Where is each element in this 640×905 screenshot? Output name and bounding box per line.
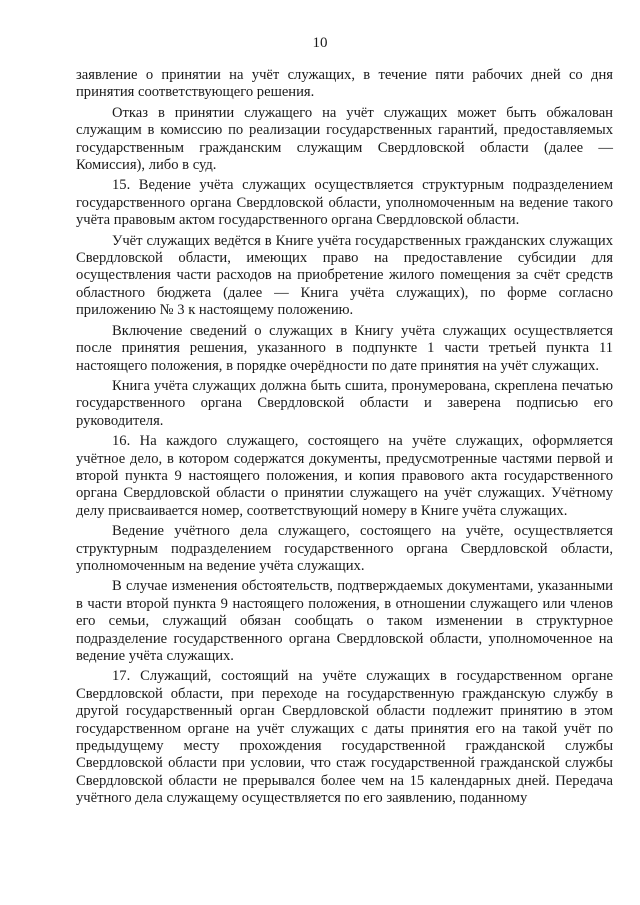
paragraph-17: 17. Служащий, состоящий на учёте служащих в государственном органе Свердловской области, при переходе на государственную гражданскую службу в другой государственный орган Свердловской области подлежит принятию в этом государственном органе на учёт служащих с даты принятия его на такой учёт по предыдущему месту прохождения государственной гражданской службы Свердловской области при условии, что стаж государственной гражданской службы Свердловской области не прерывался более чем на 15 календарных дней. Передача учётного дела служащему осуществляется по его заявлению, поданному [76,668,613,807]
paragraph-continuation: заявление о принятии на учёт служащих, в течение пяти рабочих дней со дня принятия соответствующего решения. [76,67,613,101]
paragraph-refusal-appeal: Отказ в принятии служащего на учёт служащих может быть обжалован служащим в комиссию по реализации государственных гарантий, предоставляемых государственным гражданским служащим Свердловской области (далее — Комиссия), либо в суд. [76,104,613,174]
page-number: 10 [312,35,328,51]
paragraph-inclusion: Включение сведений о служащих в Книгу учёта служащих осуществляется после принятия решения, указанного в подпункте 1 части третьей пункта 11 настоящего положения, в порядке очерёдности по дате принятия на учёт служащих. [76,322,613,374]
paragraph-case-file-maintenance: Ведение учётного дела служащего, состоящего на учёте, осуществляется структурным подразделением государственного органа Свердловской области, уполномоченным на ведение учёта служащих. [76,523,613,574]
paragraph-book-binding: Книга учёта служащих должна быть сшита, пронумерована, скреплена печатью государственного органа Свердловской области и заверена подписью его руководителя. [76,377,613,429]
paragraph-15: 15. Ведение учёта служащих осуществляется структурным подразделением государственного органа Свердловской области, уполномоченным на ведение такого учёта правовым актом государственного органа Свердловской области. [76,177,613,229]
paragraph-book-of-records: Учёт служащих ведётся в Книге учёта государственных гражданских служащих Свердловской области, имеющих право на предоставление субсидии для осуществления части расходов на приобретение жилого помещения за счёт средств областного бюджета (далее — Книга учёта служащих), по форме согласно приложению № 3 к настоящему положению. [76,232,613,319]
document-body [76,67,613,811]
paragraph-change-of-circumstances: В случае изменения обстоятельств, подтверждаемых документами, указанными в части второй пункта 9 настоящего положения, в отношении служащего или членов его семьи, служащий обязан сообщать о таком изменении в структурное подразделение государственного органа Свердловской области, уполномоченное на ведение учёта служащих. [76,578,613,664]
paragraph-16: 16. На каждого служащего, состоящего на учёте служащих, оформляется учётное дело, в котором содержатся документы, предусмотренные частями первой и второй пункта 9 настоящего положения, и копия правового акта государственного органа Свердловской области о принятии служащего на учёт служащих. Учётному делу присваивается номер, соответствующий номеру в Книге учёта служащих. [76,433,613,519]
